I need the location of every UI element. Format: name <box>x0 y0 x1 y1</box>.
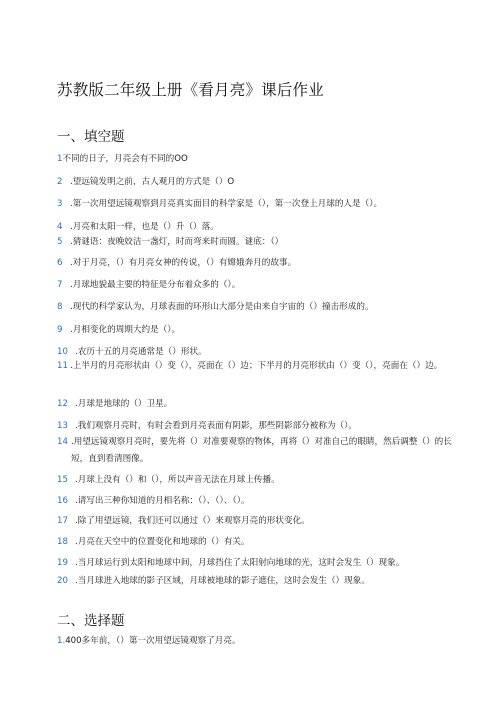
question-number: 2 <box>57 177 63 187</box>
section-heading-multiple-choice: 二、选择题 <box>57 613 125 629</box>
question-item <box>57 434 463 468</box>
question-item <box>57 196 449 213</box>
question-text: .除了用望远镜，我们还可以通过（）来观察月亮的形状变化。 <box>75 516 310 526</box>
question-number: 6 <box>57 258 63 268</box>
question-number: 4 <box>57 222 63 232</box>
question-item <box>57 234 449 251</box>
question-text: .第一次用望远镜观察到月亮真实面目的科学家是（），第一次登上月球的人是（）。 <box>70 199 383 209</box>
question-item <box>57 513 449 530</box>
question-number: 17 <box>57 516 68 526</box>
question-item <box>57 358 462 375</box>
question-item <box>57 534 449 551</box>
question-text: .请写出三种你知道的月相名称：（）、（）、（）。 <box>75 496 250 506</box>
question-text: 不同的日子，月亮会有不同的OO <box>62 154 188 164</box>
question-text: .月球地貌最主要的特征是分布着众多的（）。 <box>70 280 241 290</box>
question-text: .现代的科学家认为，月球表面的环形山大部分是由来自宇宙的（）撞击形成的。 <box>70 302 374 312</box>
question-item <box>57 418 449 435</box>
question-item <box>57 277 449 294</box>
question-number: 14 <box>57 437 68 447</box>
question-text: .月亮和太阳一样，也是（）升（）落。 <box>70 222 219 232</box>
question-item <box>57 472 449 489</box>
document-title: 苏教版二年级上册《看月亮》课后作业 <box>57 81 324 99</box>
question-number: 9 <box>57 325 63 335</box>
question-text: .我们观察月亮时，有时会看到月亮表面有阴影，那些阴影部分被称为（）。 <box>75 421 358 431</box>
question-item <box>57 555 449 572</box>
question-number: 8 <box>57 302 63 312</box>
question-item <box>57 255 449 272</box>
question-text: .月球上没有（）和（），所以声音无法在月球上传播。 <box>75 475 280 485</box>
question-item <box>57 493 449 510</box>
question-number: 11 <box>57 361 68 371</box>
question-text: .上半月的月亮形状由（）变（），亮面在（）边；下半月的月亮形状由（）变（），亮面在（）边。 <box>70 361 443 371</box>
question-text: .对于月亮，（）有月亮女神的传说，（）有嫦娥奔月的故事。 <box>70 258 297 268</box>
question-item <box>57 573 449 590</box>
question-number: 12 <box>57 399 68 409</box>
question-text: .月相变化的周期大约是（）。 <box>70 325 181 335</box>
section-heading-fill-blank: 一、填空题 <box>57 129 125 145</box>
question-number: 10 <box>57 347 68 357</box>
question-number: 3 <box>57 199 63 209</box>
question-text: .农历十五的月亮通常是（）形状。 <box>75 347 207 357</box>
question-text: .当月球运行到太阳和地球中间，月球挡住了太阳射向地球的光，这时会发生（）现象。 <box>75 558 405 568</box>
question-text: .猜谜语：夜晚姣洁一盏灯，时而弯来时而圆。谜底：（） <box>70 237 284 247</box>
question-item <box>57 396 449 413</box>
question-item <box>57 633 449 650</box>
question-number: 7 <box>57 280 63 290</box>
question-item <box>57 174 449 191</box>
question-number: 1 <box>57 154 63 164</box>
question-number: 15 <box>57 475 68 485</box>
question-number: 18 <box>57 537 68 547</box>
question-number: 16 <box>57 496 68 506</box>
question-number: 1. <box>57 636 66 646</box>
question-text: .月亮在天空中的位置变化和地球的（）有关。 <box>75 537 250 547</box>
question-item <box>57 151 449 168</box>
question-item <box>57 322 449 339</box>
question-number: 19 <box>57 558 68 568</box>
question-text: .月球是地球的（）卫星。 <box>75 399 173 409</box>
question-item <box>57 299 449 316</box>
question-number: 20 <box>57 576 68 586</box>
question-text: 400多年前，（）第一次用望远镜观察了月亮。 <box>65 636 241 646</box>
question-text: .当月球进入地球的影子区域，月球被地球的影子遮住，这时会发生（）现象。 <box>75 576 370 586</box>
question-number: 13 <box>57 421 68 431</box>
question-text: .望远镜发明之前，古人观月的方式是（）O <box>70 177 235 187</box>
question-number: 5 <box>57 237 63 247</box>
question-text: .用望远镜观察月亮时，要先将（）对准要观察的物体，再将（）对准自己的眼睛，然后调整（）的长短，直到看清图像。 <box>71 437 452 464</box>
